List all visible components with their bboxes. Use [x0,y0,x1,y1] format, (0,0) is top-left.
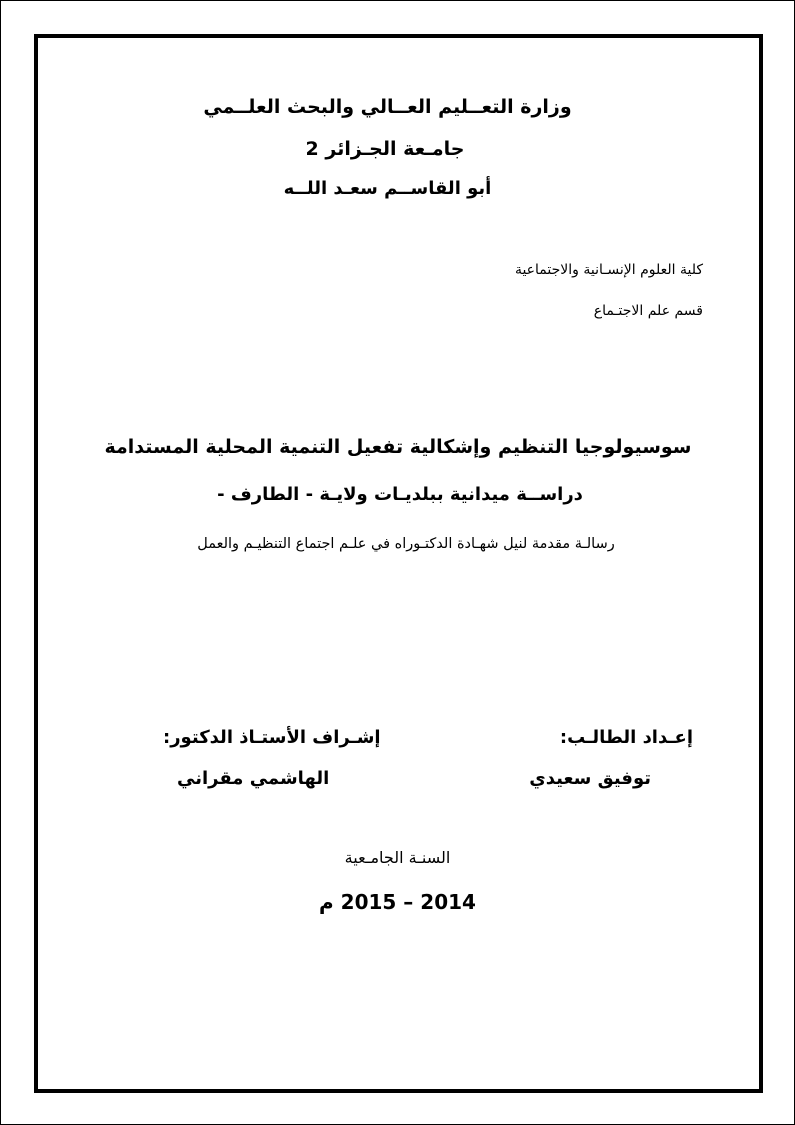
student-name: توفيق سعيدي [529,768,651,789]
ministry-heading: وزارة التعــليم العــالي والبحث العلــمي [203,96,572,118]
thesis-purpose: رسالـة مقدمة لنيل شهـادة الدكتـوراه في علـم اجتماع التنظيـم والعمل [197,536,615,552]
department-label: قسم علم الاجتـماع [593,303,703,319]
academic-year-value: 2014 – 2015 م [319,890,476,914]
supervisor-label: إشـراف الأستـاذ الدكتور: [163,727,381,748]
faculty-label: كلية العلوم الإنسـانية والاجتماعية [514,262,703,278]
supervisor-name: الهاشمي مقراني [177,768,330,789]
thesis-subtitle: دراســة ميدانية ببلديـات ولايـة - الطارف - [217,484,583,505]
academic-year-label: السنـة الجامـعية [344,848,451,867]
university-heading: جامـعة الجـزائر 2 [305,138,465,160]
campus-heading: أبو القاســم سعـد اللــه [283,178,492,199]
thesis-title: سوسيولوجيا التنظيم وإشكالية تفعيل التنمية المحلية المستدامة [104,436,692,458]
student-label: إعـداد الطالـب: [559,727,693,748]
